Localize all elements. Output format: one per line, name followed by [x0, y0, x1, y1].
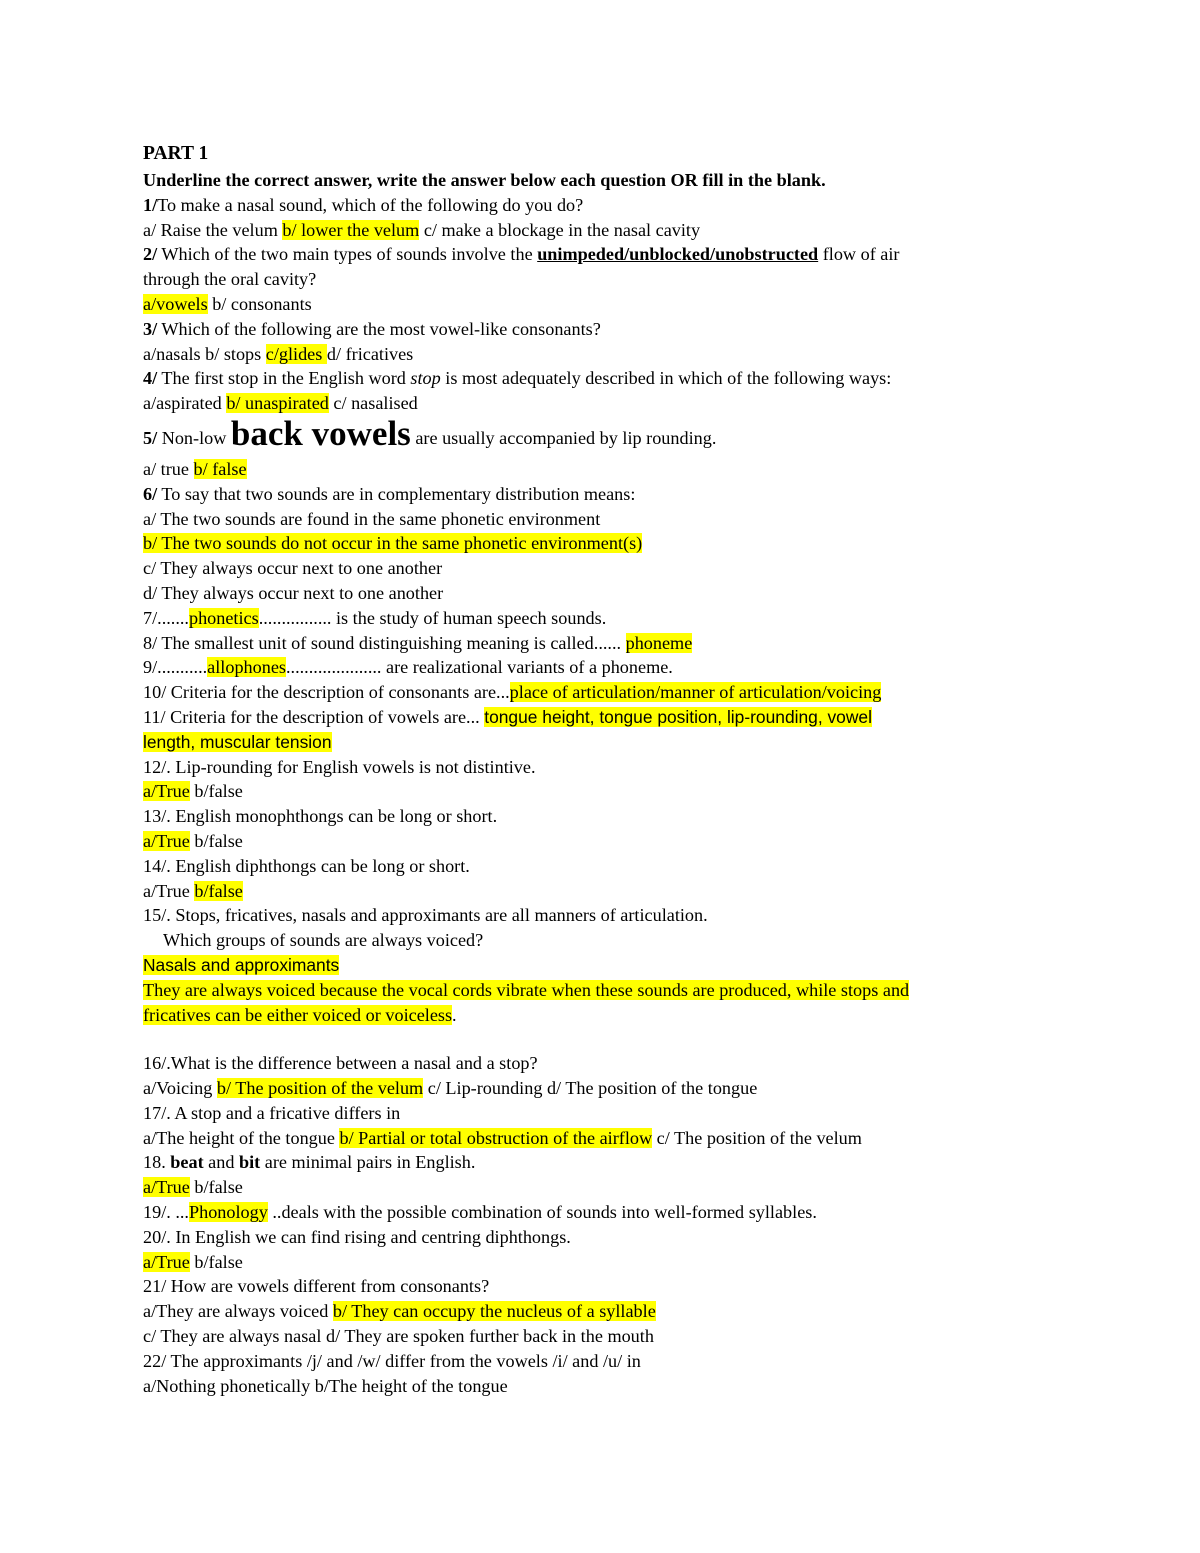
- question-text: Which of the following are the most vowel-like consonants?: [157, 318, 601, 339]
- question-15-line2: Which groups of sounds are always voiced?: [163, 930, 484, 951]
- question-2-line2: through the oral cavity?: [143, 269, 317, 290]
- option-b: b/false: [189, 1177, 243, 1198]
- question-text-end: flow of air: [818, 244, 900, 265]
- question-11-line2: [143, 730, 1073, 755]
- option-a: a/They are always voiced: [143, 1301, 333, 1322]
- question-2-options: [143, 292, 1073, 317]
- question-text-end: ..deals with the possible combination of sounds into well-formed syllables.: [267, 1202, 817, 1223]
- question-number: 3/: [143, 318, 158, 339]
- highlighted-answer: b/ false: [193, 458, 247, 479]
- question-text: To make a nasal sound, which of the following do you do?: [157, 194, 584, 215]
- highlighted-answer: b/ The position of the velum: [216, 1078, 424, 1099]
- option-c: c/ make a blockage in the nasal cavity: [419, 219, 701, 240]
- option-cd: c/ Lip-rounding d/ The position of the tongue: [423, 1078, 758, 1099]
- question-number: 2/: [143, 244, 158, 265]
- instructions: Underline the correct answer, write the answer below each question OR fill in the blank.: [143, 170, 826, 190]
- question-text-end: are usually accompanied by lip rounding.: [410, 427, 717, 448]
- part-title: PART 1: [143, 143, 209, 164]
- question-text: The first stop in the English word: [157, 368, 411, 389]
- option-c: c/ The position of the velum: [652, 1127, 862, 1148]
- period: .: [452, 1004, 457, 1025]
- question-3-options: [143, 342, 1073, 367]
- question-20: 20/. In English we can find rising and centring diphthongs.: [143, 1226, 571, 1247]
- highlighted-answer: b/false: [194, 880, 243, 901]
- question-text: and: [203, 1152, 239, 1173]
- question-15-answer: [143, 953, 1073, 978]
- highlighted-answer: c/glides: [265, 343, 327, 364]
- document-body: [143, 140, 1073, 1398]
- question-text: Which of the two main types of sounds involve the: [157, 244, 538, 265]
- option-b: [143, 531, 1073, 556]
- highlighted-answer: They are always voiced because the vocal cords vibrate when these sounds are produced, while stops and: [143, 979, 910, 1000]
- highlighted-answer: phoneme: [625, 632, 693, 653]
- emphasized-term: unimpeded/unblocked/unobstructed: [537, 244, 819, 265]
- highlighted-answer: tongue height, tongue position, lip-rounding, vowel: [484, 706, 872, 727]
- question-17: 17/. A stop and a fricative differs in: [143, 1102, 401, 1123]
- highlighted-answer: phonetics: [188, 607, 259, 628]
- question-20-options: [143, 1250, 1073, 1275]
- question-15-explanation-end: [143, 1003, 1073, 1028]
- question-18-options: [143, 1175, 1073, 1200]
- question-14-options: [143, 879, 1073, 904]
- highlighted-answer: b/ Partial or total obstruction of the airflow: [339, 1127, 653, 1148]
- question-2: [143, 242, 1073, 267]
- option-a: a/ The two sounds are found in the same phonetic environment: [143, 508, 601, 529]
- option-b: b/false: [189, 781, 243, 802]
- highlighted-answer: b/ The two sounds do not occur in the same phonetic environment(s): [143, 533, 643, 554]
- question-19: [143, 1200, 1073, 1225]
- question-number: 1/: [143, 194, 158, 215]
- option-c: c/ nasalised: [328, 393, 418, 414]
- question-16-options: [143, 1076, 1073, 1101]
- question-12: 12/. Lip-rounding for English vowels is not distintive.: [143, 756, 536, 777]
- option-a: a/aspirated: [143, 393, 227, 414]
- question-text: 9/...........: [143, 657, 208, 678]
- option-a: a/Voicing: [143, 1078, 217, 1099]
- question-text: Non-low: [157, 427, 231, 448]
- bold-word: beat: [170, 1152, 204, 1173]
- question-16: 16/.What is the difference between a nasal and a stop?: [143, 1053, 538, 1074]
- question-text-end: are minimal pairs in English.: [260, 1152, 476, 1173]
- question-text: 10/ Criteria for the description of consonants are...: [143, 682, 510, 703]
- question-18: [143, 1150, 1073, 1175]
- question-9: [143, 655, 1073, 680]
- question-5-options: [143, 457, 1073, 482]
- option-b: b/false: [189, 1251, 243, 1272]
- question-22: 22/ The approximants /j/ and /w/ differ from the vowels /i/ and /u/ in: [143, 1350, 641, 1371]
- question-15-explanation: [143, 978, 1073, 1003]
- question-14: 14/. English diphthongs can be long or short.: [143, 855, 470, 876]
- question-10: [143, 680, 1073, 705]
- highlighted-answer: a/True: [143, 830, 190, 851]
- question-text-end: ................ is the study of human speech sounds.: [258, 607, 607, 628]
- question-text-end: is most adequately described in which of the following ways:: [440, 368, 892, 389]
- question-number: 18.: [143, 1152, 171, 1173]
- highlighted-answer: a/True: [143, 781, 190, 802]
- question-21: 21/ How are vowels different from consonants?: [143, 1276, 490, 1297]
- option-a: a/ true: [143, 458, 194, 479]
- highlighted-answer: b/ unaspirated: [226, 393, 329, 414]
- question-1-options: [143, 218, 1073, 243]
- option-b: b/ consonants: [207, 293, 312, 314]
- question-22-options: a/Nothing phonetically b/The height of the tongue: [143, 1375, 508, 1396]
- question-21-options-2: c/ They are always nasal d/ They are spoken further back in the mouth: [143, 1326, 654, 1347]
- highlighted-answer: b/ They can occupy the nucleus of a syllable: [332, 1301, 656, 1322]
- option-b: b/false: [189, 830, 243, 851]
- question-12-options: [143, 779, 1073, 804]
- question-21-options: [143, 1299, 1073, 1324]
- bold-word: bit: [238, 1152, 261, 1173]
- question-17-options: [143, 1126, 1073, 1151]
- question-3: [143, 317, 1073, 342]
- question-text: 11/ Criteria for the description of vowels are...: [143, 706, 485, 727]
- highlighted-answer: fricatives can be either voiced or voiceless: [143, 1004, 453, 1025]
- highlighted-answer: a/vowels: [143, 293, 208, 314]
- option-a: a/ Raise the velum: [143, 219, 283, 240]
- question-number: 4/: [143, 368, 158, 389]
- large-term: back vowels: [230, 413, 411, 453]
- option-c: c/ They always occur next to one another: [143, 558, 443, 579]
- question-6: [143, 482, 1073, 507]
- italic-word: stop: [410, 368, 441, 389]
- question-text: 7/.......: [143, 607, 189, 628]
- question-13: 13/. English monophthongs can be long or short.: [143, 806, 498, 827]
- option-a: a/True: [143, 880, 195, 901]
- question-13-options: [143, 829, 1073, 854]
- options-ab: a/nasals b/ stops: [143, 343, 266, 364]
- highlighted-answer: Nasals and approximants: [143, 954, 340, 975]
- question-text-end: ..................... are realizational variants of a phoneme.: [285, 657, 673, 678]
- highlighted-answer: Phonology: [188, 1202, 268, 1223]
- question-1: [143, 193, 1073, 218]
- question-text: 19/. ...: [143, 1202, 189, 1223]
- question-4: [143, 366, 1073, 391]
- blank-line: [143, 1027, 1073, 1051]
- question-7: [143, 606, 1073, 631]
- highlighted-answer: length, muscular tension: [143, 731, 332, 752]
- question-number: 5/: [143, 427, 158, 448]
- question-11: [143, 705, 1073, 730]
- highlighted-answer: allophones: [207, 657, 286, 678]
- option-a: a/The height of the tongue: [143, 1127, 340, 1148]
- highlighted-answer: b/ lower the velum: [282, 219, 420, 240]
- question-text: To say that two sounds are in complementary distribution means:: [157, 483, 636, 504]
- question-text: 8/ The smallest unit of sound distinguishing meaning is called......: [143, 632, 626, 653]
- highlighted-answer: a/True: [143, 1177, 190, 1198]
- question-number: 6/: [143, 483, 158, 504]
- option-d: d/ They always occur next to one another: [143, 582, 444, 603]
- question-15: 15/. Stops, fricatives, nasals and approximants are all manners of articulation.: [143, 905, 708, 926]
- question-5: [143, 413, 1073, 457]
- question-8: [143, 631, 1073, 656]
- highlighted-answer: a/True: [143, 1251, 190, 1272]
- option-d: d/ fricatives: [326, 343, 414, 364]
- highlighted-answer: place of articulation/manner of articulation/voicing: [509, 682, 882, 703]
- question-4-options: [143, 391, 1073, 416]
